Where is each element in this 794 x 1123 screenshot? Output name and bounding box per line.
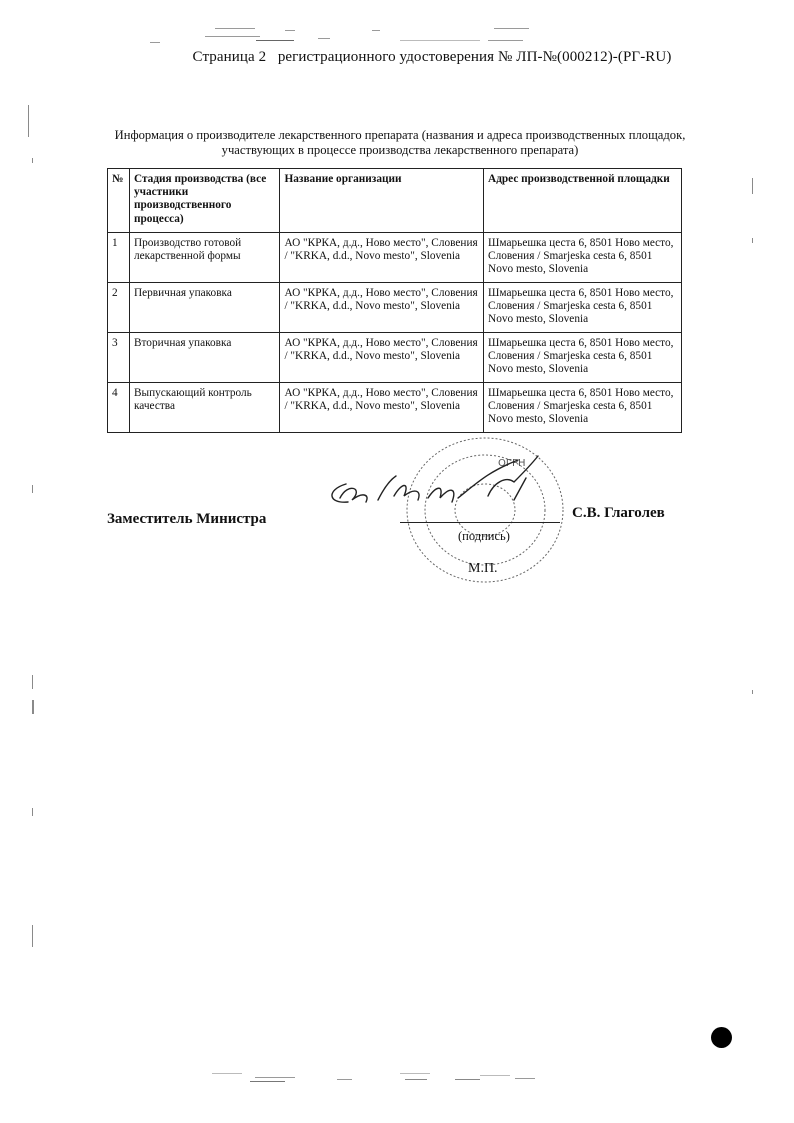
svg-text:ОГРН: ОГРН <box>498 458 526 469</box>
table-row <box>108 283 682 333</box>
organization-name: АО "КРКА, д.д., Ново место", Словения / "KRKA, d.d., Novo mesto", Slovenia <box>280 333 484 383</box>
site-address: Шмарьешка цеста 6, 8501 Ново место, Словения / Smarjeska cesta 6, 8501 Novo mesto, Slovenia <box>484 333 682 383</box>
scan-artifact-dot <box>711 1027 732 1048</box>
production-stage: Производство готовой лекарственной формы <box>129 233 280 283</box>
organization-name: АО "КРКА, д.д., Ново место", Словения / "KRKA, d.d., Novo mesto", Slovenia <box>280 283 484 333</box>
production-stage: Вторичная упаковка <box>129 333 280 383</box>
column-header-stage: Стадия производства (все участники производственного процесса) <box>129 169 280 233</box>
column-header-address: Адрес производственной площадки <box>484 169 682 233</box>
manufacturer-info-heading: Информация о производителе лекарственного препарата (названия и адреса производственных площадок, участвующих в процессе производства лекарственного препарата) <box>114 128 686 157</box>
row-number: 2 <box>108 283 130 333</box>
signatory-title: Заместитель Министра <box>107 511 267 527</box>
row-number: 3 <box>108 333 130 383</box>
site-address: Шмарьешка цеста 6, 8501 Ново место, Словения / Smarjeska cesta 6, 8501 Novo mesto, Slovenia <box>484 383 682 433</box>
table-row <box>108 333 682 383</box>
organization-name: АО "КРКА, д.д., Ново место", Словения / "KRKA, d.d., Novo mesto", Slovenia <box>280 233 484 283</box>
row-number: 4 <box>108 383 130 433</box>
production-stage: Выпускающий контроль качества <box>129 383 280 433</box>
table-row <box>108 383 682 433</box>
stamp-place-label: М.П. <box>468 561 498 576</box>
row-number: 1 <box>108 233 130 283</box>
table-row <box>108 233 682 283</box>
certificate-number: регистрационного удостоверения № ЛП-№(000212)-(РГ-RU) <box>277 49 672 65</box>
signatory-name: С.В. Глаголев <box>572 505 665 521</box>
column-header-organization: Название организации <box>280 169 484 233</box>
page-header <box>0 49 794 66</box>
table-header-row <box>108 169 682 233</box>
site-address: Шмарьешка цеста 6, 8501 Ново место, Словения / Smarjeska cesta 6, 8501 Novo mesto, Slovenia <box>484 233 682 283</box>
manufacturer-sites-table <box>107 168 682 433</box>
organization-name: АО "КРКА, д.д., Ново место", Словения / "KRKA, d.d., Novo mesto", Slovenia <box>280 383 484 433</box>
signature-caption: (подпись) <box>458 529 510 543</box>
page-label: Страница 2 <box>192 49 267 65</box>
signature-scribble-icon <box>318 452 558 522</box>
site-address: Шмарьешка цеста 6, 8501 Ново место, Словения / Smarjeska cesta 6, 8501 Novo mesto, Slovenia <box>484 283 682 333</box>
signature-line <box>400 522 560 523</box>
production-stage: Первичная упаковка <box>129 283 280 333</box>
column-header-number: № <box>108 169 130 233</box>
